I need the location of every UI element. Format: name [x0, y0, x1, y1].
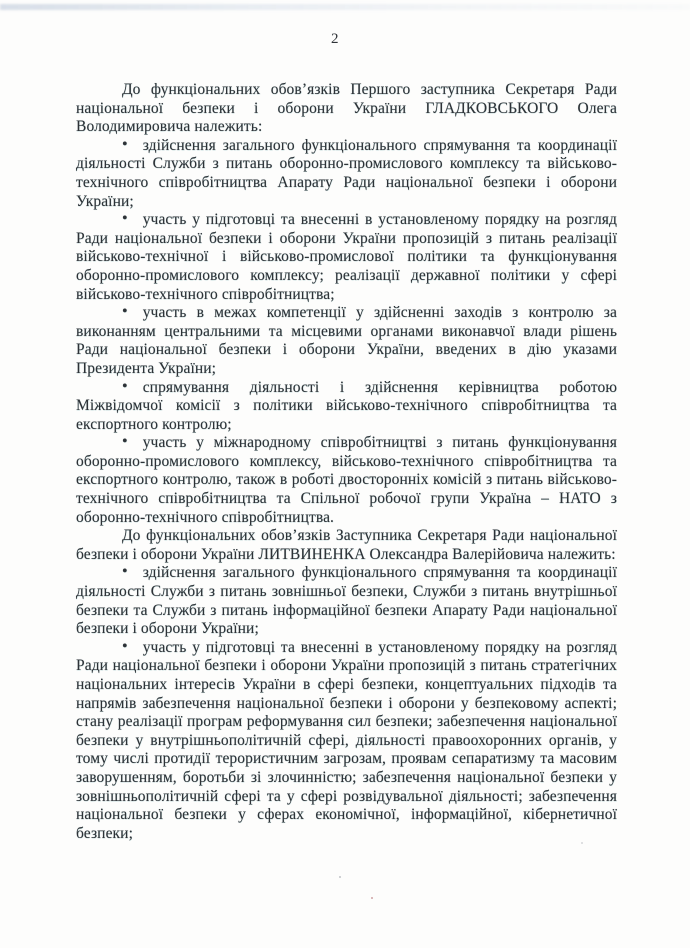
paragraph-text: До функціональних обов’язків Першого заступника Секретаря Ради національної безпеки і оборони України ГЛАДКОВСЬКОГО Олега Володимировича належить:: [76, 81, 617, 136]
bullet-text: спрямування діяльності і здійснення керівництва роботою Міжвідомчої комісії з політики військово-технічного співробітництва та експортного контролю;: [76, 378, 617, 433]
duty-bullet-item: [76, 379, 617, 435]
bullet-icon: •: [122, 377, 128, 395]
intro-paragraph-hladkovskyi: [76, 81, 617, 137]
intro-paragraph-lytvynenko: [76, 527, 617, 564]
paragraph-text: До функціональних обов’язків Заступника Секретаря Ради національної безпеки і оборони України ЛИТВИНЕНКА Олександра Валерійовича належить:: [76, 527, 617, 563]
duty-bullet-item: [76, 137, 617, 211]
bullet-icon: •: [122, 563, 128, 581]
duty-bullet-item: [76, 564, 617, 638]
duty-bullet-item: [76, 434, 617, 527]
scan-speckle: [339, 876, 341, 878]
page-number: 2: [331, 31, 339, 47]
bullet-text: участь у підготовці та внесенні в установленому порядку на розгляд Ради національної безпеки і оборони України пропозицій з питань стратегічних національних інтересів України в сфері безпеки, концептуальних підходів та напрямів забезпечення національної безпеки і оборони у безпековому аспекті; стану реалізації програм реформування сил безпеки; забезпечення національної безпеки у внутрішньополітичній сфері, діяльності правоохоронних органів, у тому числі протидії терористичним загрозам, проявам сепаратизму та масовим заворушенням, боротьби зі злочинністю; забезпечення національної безпеки у зовнішньополітичній сфері та у сфері розвідувальної діяльності; забезпечення національної безпеки у сферах економічної, інформаційної, кібернетичної безпеки;: [76, 638, 617, 842]
bullet-icon: •: [122, 210, 128, 228]
duty-bullet-item: [76, 211, 617, 304]
duty-bullet-item: [76, 304, 617, 378]
bullet-text: здійснення загального функціонального спрямування та координації діяльності Служби з питань оборонно-промислового комплексу та військово-технічного співробітництва Апарату Ради національної безпеки і оборони України;: [76, 136, 617, 210]
bullet-icon: •: [122, 433, 128, 451]
scan-artifact-top: [0, 4, 690, 10]
document-body: [76, 81, 617, 843]
duty-bullet-item: [76, 639, 617, 844]
bullet-text: здійснення загального функціонального спрямування та координації діяльності Служби з питань зовнішньої безпеки, Служби з питань внутрішньої безпеки та Служби з питань інформаційної безпеки Апарату Ради національної безпеки і оборони України;: [76, 564, 617, 638]
bullet-text: участь в межах компетенції у здійсненні заходів з контролю за виконанням центральними та місцевими органами виконавчої влади рішень Ради національної безпеки і оборони України, введених в дію указами Президента України;: [76, 304, 617, 377]
scan-speckle: [371, 897, 373, 899]
bullet-icon: •: [122, 135, 128, 153]
bullet-icon: •: [122, 303, 128, 321]
bullet-icon: •: [122, 637, 128, 655]
bullet-text: участь у підготовці та внесенні в установленому порядку на розгляд Ради національної безпеки і оборони України пропозицій з питань реалізації військово-технічної і військово-промислової політики та функціонування оборонно-промислового комплексу; реалізації державної політики у сфері військово-технічного співробітництва;: [76, 211, 617, 303]
bullet-text: участь у міжнародному співробітництві з питань функціонування оборонно-промислового комплексу, військово-технічного співробітництва та експортного контролю, також в роботі двосторонніх комісій з питань військово-технічного співробітництва та Спільної робочої групи Україна – НАТО з оборонно-технічного співробітництва.: [76, 434, 617, 526]
